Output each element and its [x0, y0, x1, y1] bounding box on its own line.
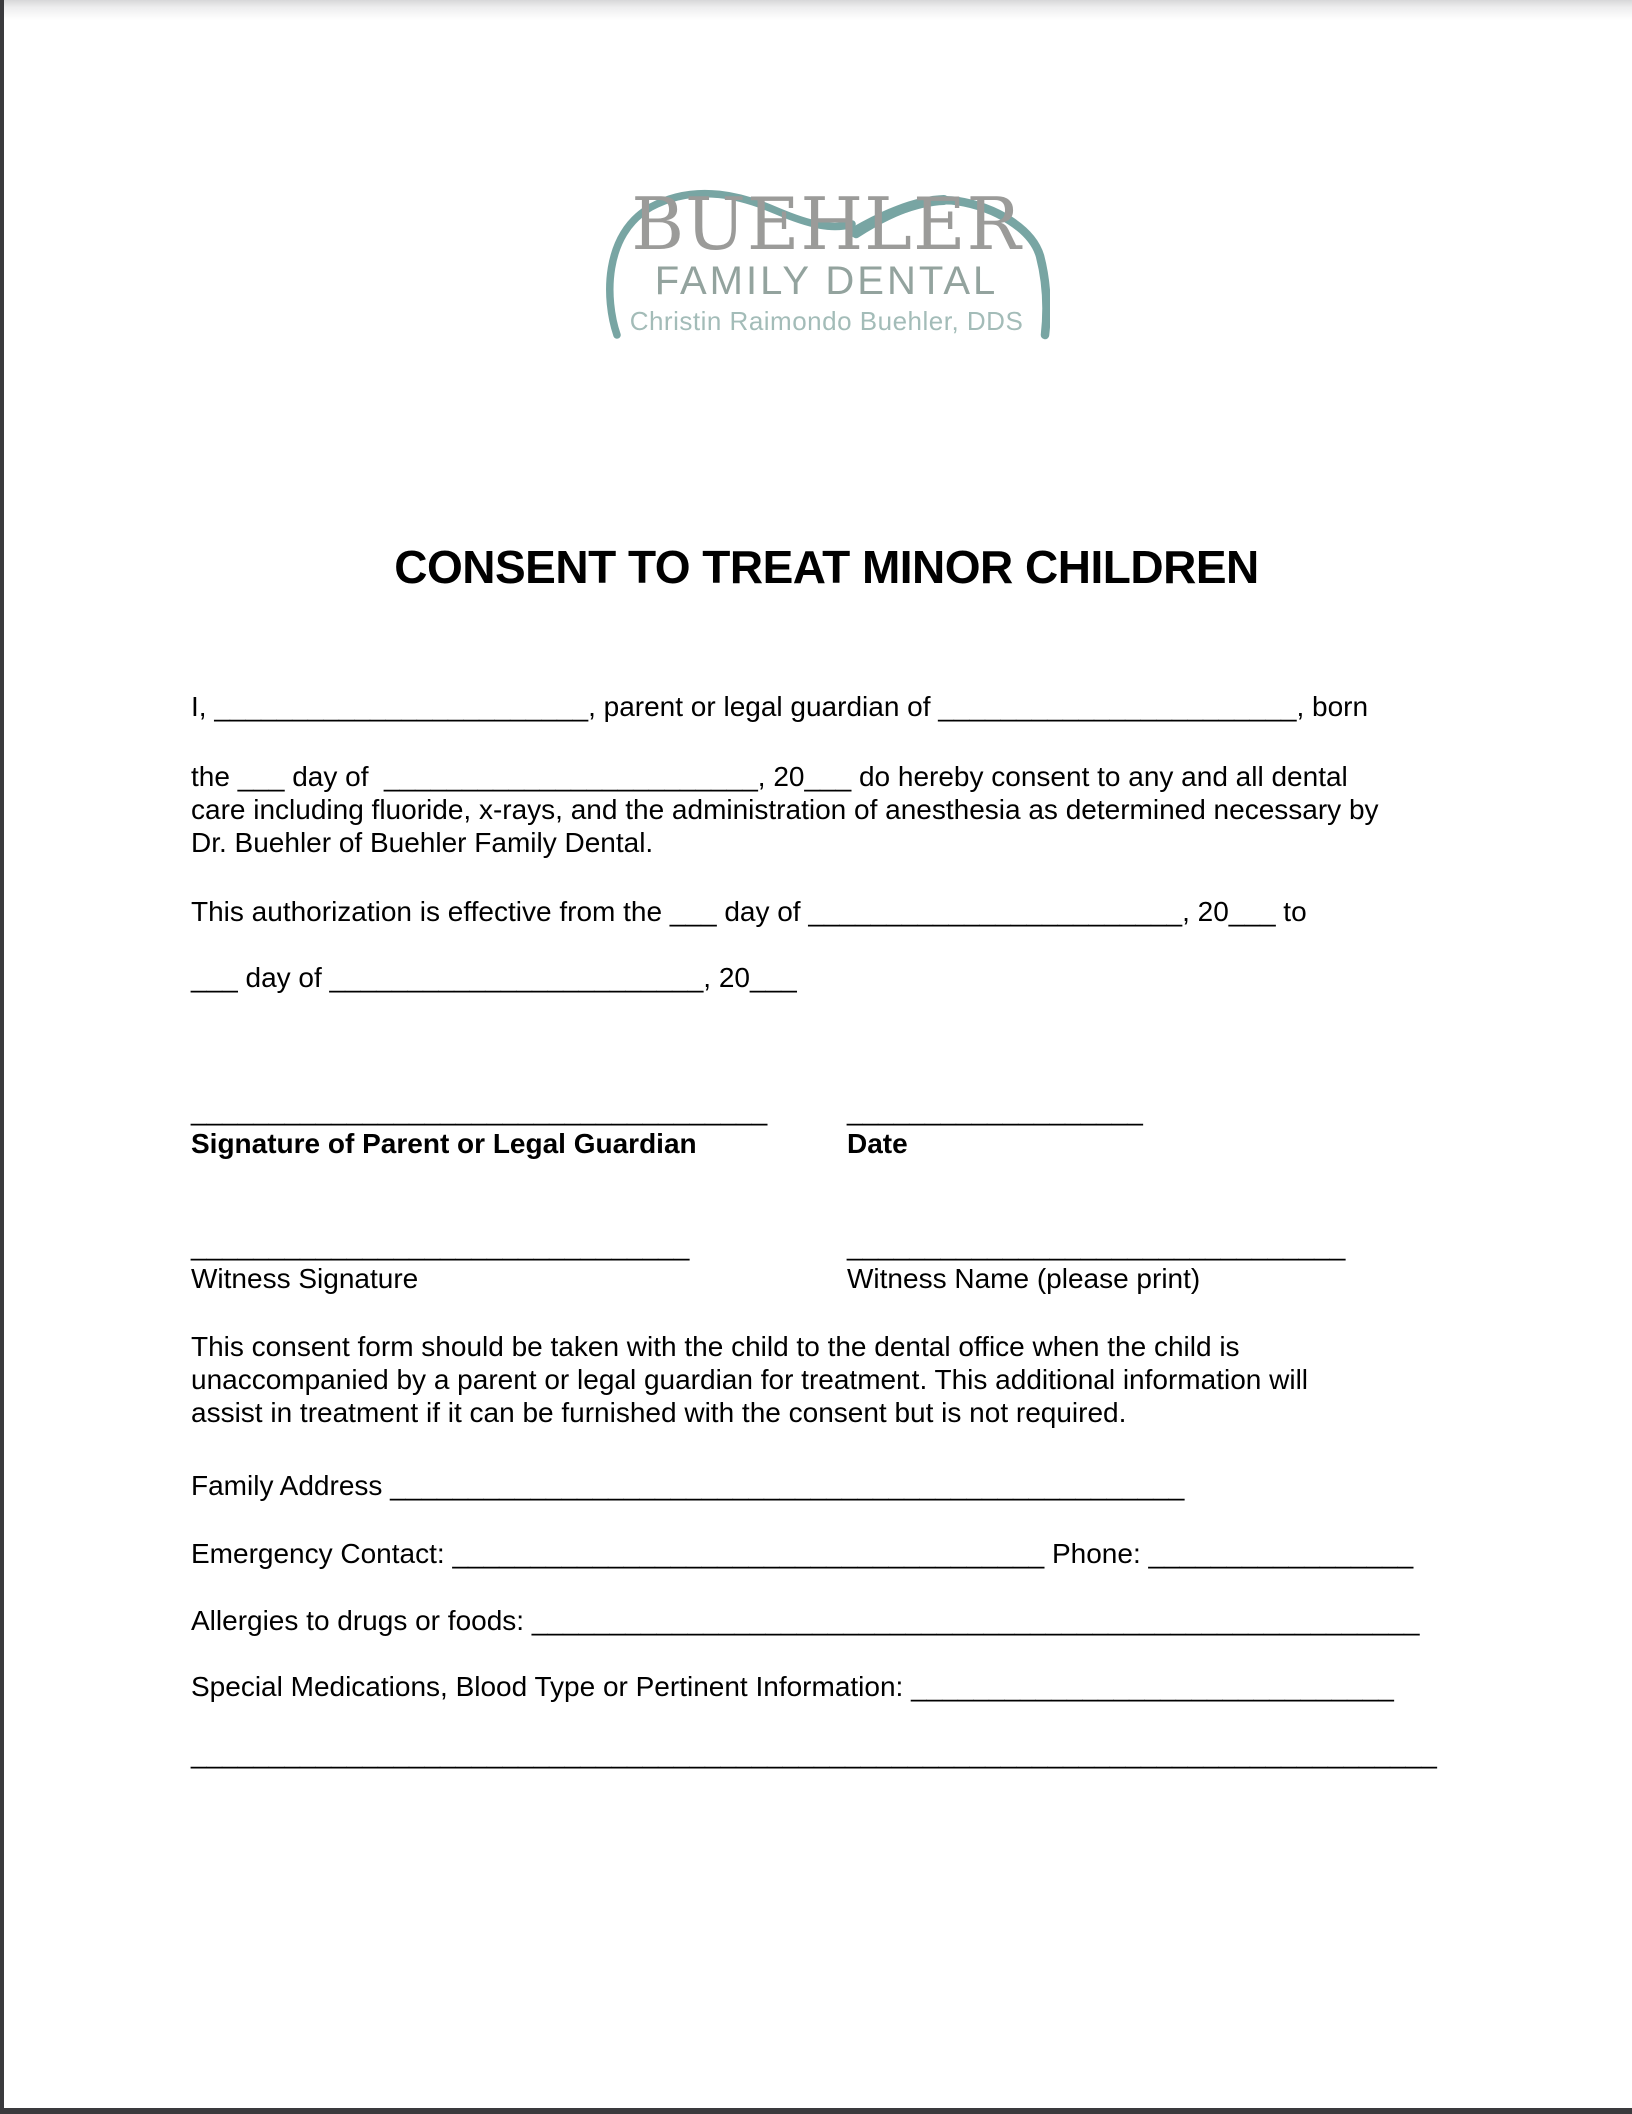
- date-block: [847, 1094, 1462, 1160]
- allergies-field: Allergies to drugs or foods: _________________________________________________________: [191, 1605, 1420, 1636]
- witness-row: [191, 1229, 1462, 1295]
- witness-signature-blank: ________________________________: [191, 1230, 690, 1261]
- page-bottom-edge: [0, 2108, 1632, 2114]
- form-title: CONSENT TO TREAT MINOR CHILDREN: [394, 541, 1259, 593]
- authorization-start-line: This authorization is effective from the ___ day of ________________________, 20___ to: [191, 896, 1307, 927]
- consent-paragraph-line: Dr. Buehler of Buehler Family Dental.: [191, 827, 654, 858]
- note-paragraph-line: This consent form should be taken with the child to the dental office when the child is: [191, 1331, 1240, 1362]
- witness-name-block: [847, 1229, 1462, 1295]
- witness-signature-block: [191, 1229, 847, 1295]
- intro-guardian-line: I, ________________________, parent or legal guardian of _______________________, born: [191, 691, 1369, 722]
- witness-name-blank: ________________________________: [847, 1230, 1346, 1261]
- clinic-logo: [604, 182, 1050, 392]
- authorization-end-line: ___ day of ________________________, 20___: [191, 962, 797, 993]
- parent-signature-blank: _____________________________________: [191, 1095, 768, 1126]
- consent-paragraph-line: care including fluoride, x-rays, and the administration of anesthesia as determined necessary by: [191, 794, 1379, 825]
- note-paragraph-line: unaccompanied by a parent or legal guardian for treatment. This additional information will: [191, 1364, 1309, 1395]
- note-paragraph-line: assist in treatment if it can be furnished with the consent but is not required.: [191, 1397, 1127, 1428]
- consent-paragraph-line: the ___ day of ________________________, 20___ do hereby consent to any and all dental: [191, 761, 1348, 792]
- date-label: Date: [847, 1128, 908, 1159]
- family-address-field: Family Address ___________________________________________________: [191, 1470, 1185, 1501]
- consent-paragraph: [191, 760, 1462, 859]
- signature-row: [191, 1094, 1462, 1160]
- logo-practice-subtitle: FAMILY DENTAL: [654, 259, 999, 303]
- extra-blank-line: ________________________________________________________________________________: [191, 1738, 1437, 1769]
- emergency-contact-field: Emergency Contact: ______________________________________ Phone: _________________: [191, 1538, 1414, 1569]
- logo-dentist-name: Christin Raimondo Buehler, DDS: [629, 306, 1024, 336]
- special-medications-field: Special Medications, Blood Type or Pertinent Information: _______________________________: [191, 1671, 1394, 1702]
- page-left-edge: [0, 0, 4, 2114]
- parent-signature-block: [191, 1094, 847, 1160]
- logo-practice-name: BUEHLER: [631, 182, 1022, 266]
- form-content: [0, 182, 1632, 1770]
- witness-signature-label: Witness Signature: [191, 1263, 419, 1294]
- note-paragraph: [191, 1330, 1462, 1429]
- parent-signature-label: Signature of Parent or Legal Guardian: [191, 1128, 697, 1159]
- date-blank: ___________________: [847, 1095, 1143, 1126]
- witness-name-label: Witness Name (please print): [847, 1263, 1201, 1294]
- page-top-shadow: [0, 0, 1632, 20]
